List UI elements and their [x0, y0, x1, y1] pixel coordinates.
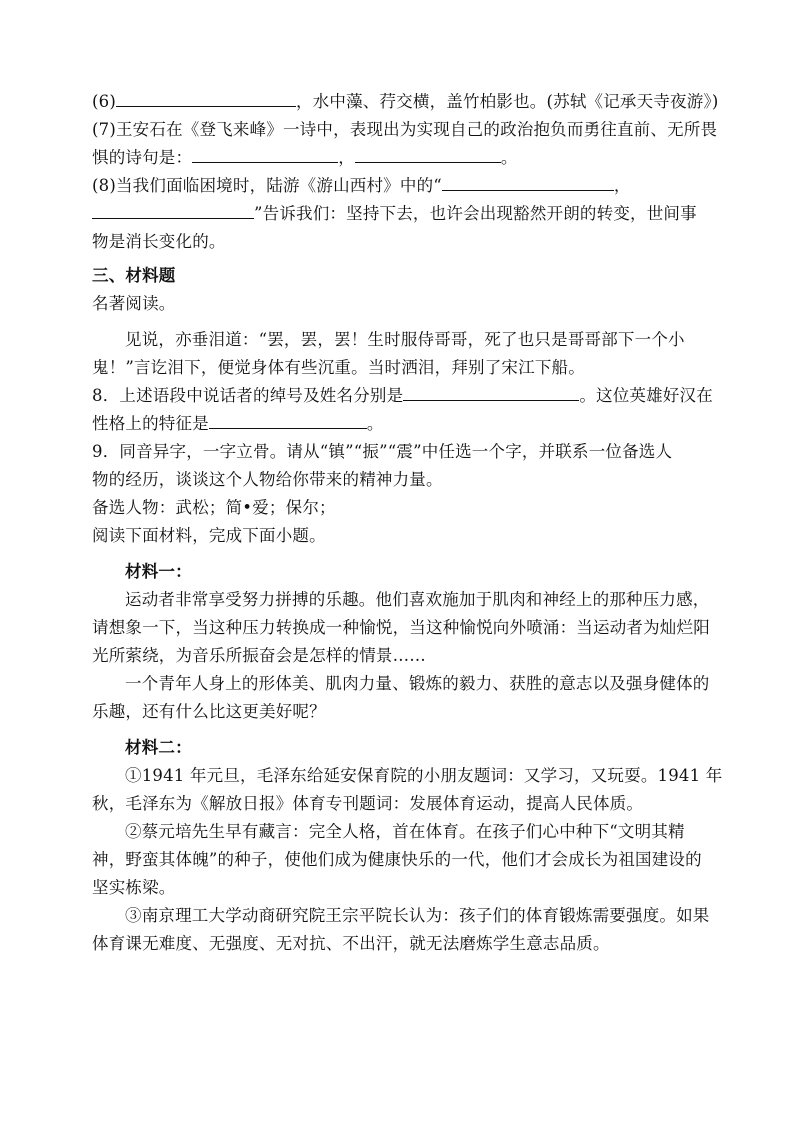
question-8b-line2 — [92, 410, 712, 438]
material-1-text: 请想象一下，当这种压力转换成一种愉悦，当这种愉悦向外喷涌：当运动者为灿烂阳 — [92, 618, 710, 637]
material-1-text: 乐趣，还有什么比这更美好呢？ — [92, 702, 326, 721]
question-7-comma: ， — [338, 148, 355, 167]
question-8-line1 — [92, 172, 712, 200]
material-1-text: 运动者非常享受努力拼搏的乐趣。他们喜欢施加于肌肉和神经上的那种压力感， — [125, 590, 710, 609]
question-8-comma: ， — [613, 176, 631, 195]
reading-instruction: 阅读下面材料，完成下面小题。 — [92, 526, 326, 545]
question-9-line2: 物的经历，谈谈这个人物给你带来的精神力量。 — [92, 470, 443, 489]
question-8b-end: 。 — [366, 414, 384, 433]
passage-line: 见说，亦垂泪道：“罢，罢，罢！生时服侍哥哥，死了也只是哥哥部下一个小 — [125, 330, 685, 349]
material-2-item-3: ③南京理工大学动商研究院王宗平院长认为：孩子们的体育锻炼需要强度。如果 — [125, 906, 710, 925]
question-7-prefix: 惧的诗句是： — [92, 148, 193, 167]
question-8-line3: 物是消长变化的。 — [92, 232, 226, 251]
material-1-text: 光所萦绕，为音乐所振奋会是怎样的情景…… — [92, 646, 426, 665]
material-2-heading: 材料二： — [125, 738, 192, 757]
candidate-list: 备选人物：武松；简•爱；保尔； — [92, 498, 336, 517]
section-intro: 名著阅读。 — [92, 294, 176, 313]
question-7-end: 。 — [500, 148, 518, 167]
material-2-item-2: 坚实栋梁。 — [92, 878, 176, 897]
question-9-line1: 9．同音异字，一字立骨。请从“镇”“振”“震”中任选一个字，并联系一位备选人 — [92, 442, 673, 461]
question-6 — [92, 88, 719, 116]
answer-blank-8a[interactable] — [442, 172, 614, 191]
material-2-item-2: 神，野蛮其体魄”的种子，使他们成为健康快乐的一代，他们才会成长为祖国建设的 — [92, 850, 702, 869]
material-2-item-1: 秋，毛泽东为《解放日报》体育专刊题词：发展体育运动，提高人民体质。 — [92, 794, 644, 813]
material-2-item-3: 体育课无难度、无强度、无对抗、不出汗，就无法磨炼学生意志品质。 — [92, 934, 610, 953]
question-6-number: (6) — [92, 92, 116, 111]
question-7-line1: (7)王安石在《登飞来峰》一诗中，表现出为实现自己的政治抱负而勇往直前、无所畏 — [92, 120, 718, 139]
answer-blank-7a[interactable] — [192, 144, 338, 163]
question-8-text: ”告诉我们：坚持下去，也许会出现豁然开朗的转变，世间事 — [254, 204, 697, 223]
question-8b-line1 — [92, 382, 712, 410]
material-1-text: 一个青年人身上的形体美、肌肉力量、锻炼的毅力、获胜的意志以及强身健体的 — [125, 674, 710, 693]
question-8b-prefix2: 性格上的特征是 — [92, 414, 209, 433]
answer-blank-trait[interactable] — [209, 410, 367, 429]
material-2-item-1: ①1941 年元旦，毛泽东给延安保育院的小朋友题词：又学习，又玩耍。1941 年 — [125, 766, 723, 785]
answer-blank-7b[interactable] — [355, 144, 501, 163]
answer-blank-6[interactable] — [116, 88, 296, 107]
question-7-line2 — [92, 144, 712, 172]
answer-blank-8b[interactable] — [92, 200, 254, 219]
answer-blank-nickname[interactable] — [403, 382, 579, 401]
section-title: 三、材料题 — [92, 266, 176, 285]
question-8b-text: 。这位英雄好汉在 — [579, 386, 713, 405]
question-8-prefix: (8)当我们面临困境时，陆游《游山西村》中的“ — [92, 176, 442, 195]
material-2-item-2: ②蔡元培先生早有藏言：完全人格，首在体育。在孩子们心中种下“文明其精 — [125, 822, 685, 841]
passage-line: 鬼！”言讫泪下，便觉身体有些沉重。当时洒泪，拜别了宋江下船。 — [92, 358, 585, 377]
question-8-line2 — [92, 200, 712, 228]
material-1-heading: 材料一： — [125, 562, 192, 581]
question-6-text: ，水中藻、荇交横，盖竹柏影也。(苏轼《记承天寺夜游》) — [295, 92, 719, 111]
question-8b-prefix: 8．上述语段中说话者的绰号及姓名分别是 — [92, 386, 404, 405]
exam-page — [92, 88, 723, 958]
